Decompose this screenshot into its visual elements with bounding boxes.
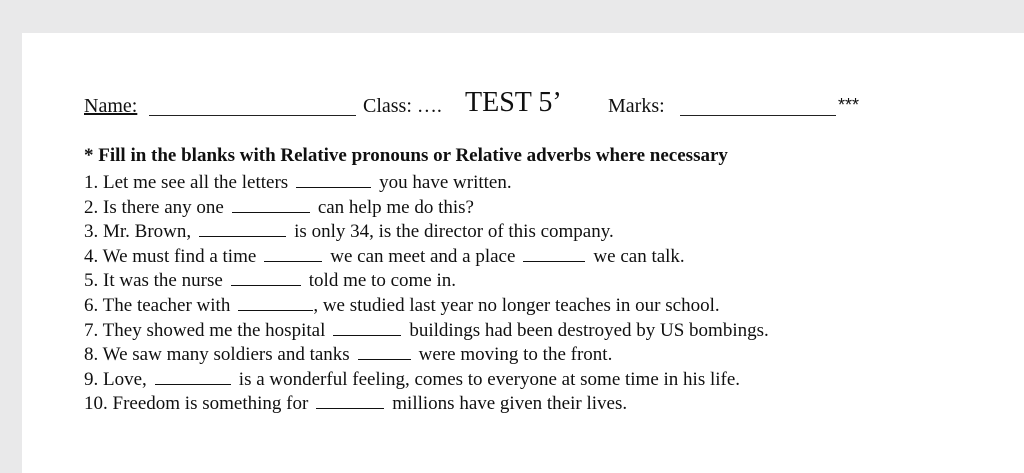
answer-blank[interactable] <box>316 391 384 409</box>
item-number: 5. <box>84 270 99 292</box>
item-text-before: Freedom is something for <box>112 393 309 415</box>
item-text-middle: we can meet and a place <box>330 245 516 267</box>
exercise-item <box>84 219 769 244</box>
item-number: 9. <box>84 368 99 390</box>
exercise-item <box>84 170 769 195</box>
worksheet-header <box>84 83 884 123</box>
item-text-after: you have written. <box>379 172 512 193</box>
item-number: 8. <box>84 344 99 366</box>
item-text-after: can help me do this? <box>317 196 474 218</box>
exercise-item <box>84 391 769 416</box>
exercise-item <box>84 293 769 318</box>
exercise-list <box>84 170 769 416</box>
item-text-after: told me to come in. <box>308 270 457 292</box>
item-text-after: millions have given their lives. <box>392 393 628 415</box>
test-title: TEST 5’ <box>465 87 562 118</box>
exercise-item <box>84 318 769 343</box>
answer-blank[interactable] <box>238 293 313 311</box>
item-number: 10. <box>84 393 108 415</box>
item-number: 3. <box>84 221 99 243</box>
item-number: 6. <box>84 294 99 316</box>
item-text-after: buildings had been destroyed by US bombings. <box>409 319 769 341</box>
item-number: 7. <box>84 319 99 341</box>
item-text-after: is only 34, is the director of this company. <box>294 221 614 243</box>
item-number: 2. <box>84 196 99 218</box>
answer-blank[interactable] <box>232 195 310 213</box>
item-text-after: , we studied last year no longer teaches in our school. <box>313 294 720 316</box>
exercise-item <box>84 268 769 293</box>
class-label: Class: …. <box>363 95 442 117</box>
answer-blank[interactable] <box>523 244 585 262</box>
item-text-before: Mr. Brown, <box>103 221 192 243</box>
exercise-item <box>84 244 769 269</box>
answer-blank[interactable] <box>231 268 301 286</box>
marks-label: Marks: <box>608 95 665 117</box>
item-number: 1. <box>84 172 99 193</box>
answer-blank[interactable] <box>333 318 401 336</box>
exercise-item <box>84 367 769 392</box>
item-number: 4. <box>84 245 99 267</box>
answer-blank[interactable] <box>199 219 286 237</box>
item-text-before: They showed me the hospital <box>102 319 326 341</box>
answer-blank[interactable] <box>155 367 231 385</box>
item-text-after: we can talk. <box>593 245 685 267</box>
exercise-item <box>84 342 769 367</box>
name-label: Name: <box>84 95 138 117</box>
item-text-after: were moving to the front. <box>418 344 613 366</box>
item-text-before: We must find a time <box>102 245 257 267</box>
item-text-before: The teacher with <box>102 294 231 316</box>
answer-blank[interactable] <box>264 244 322 262</box>
instruction-text: * Fill in the blanks with Relative pronouns or Relative adverbs where necessary <box>84 145 728 166</box>
stars-mark: *** <box>838 95 860 115</box>
item-text-before: Is there any one <box>103 196 224 218</box>
item-text-before: We saw many soldiers and tanks <box>102 344 350 366</box>
item-text-before: Let me see all the letters <box>103 172 289 193</box>
answer-blank[interactable] <box>296 170 371 188</box>
exercise-item <box>84 195 769 220</box>
answer-blank[interactable] <box>358 342 411 360</box>
item-text-after: is a wonderful feeling, comes to everyone at some time in his life. <box>238 368 741 390</box>
name-blank[interactable] <box>149 115 356 116</box>
item-text-before: Love, <box>103 368 147 390</box>
marks-blank[interactable] <box>680 115 836 116</box>
worksheet-page <box>22 33 1024 473</box>
item-text-before: It was the nurse <box>103 270 223 292</box>
